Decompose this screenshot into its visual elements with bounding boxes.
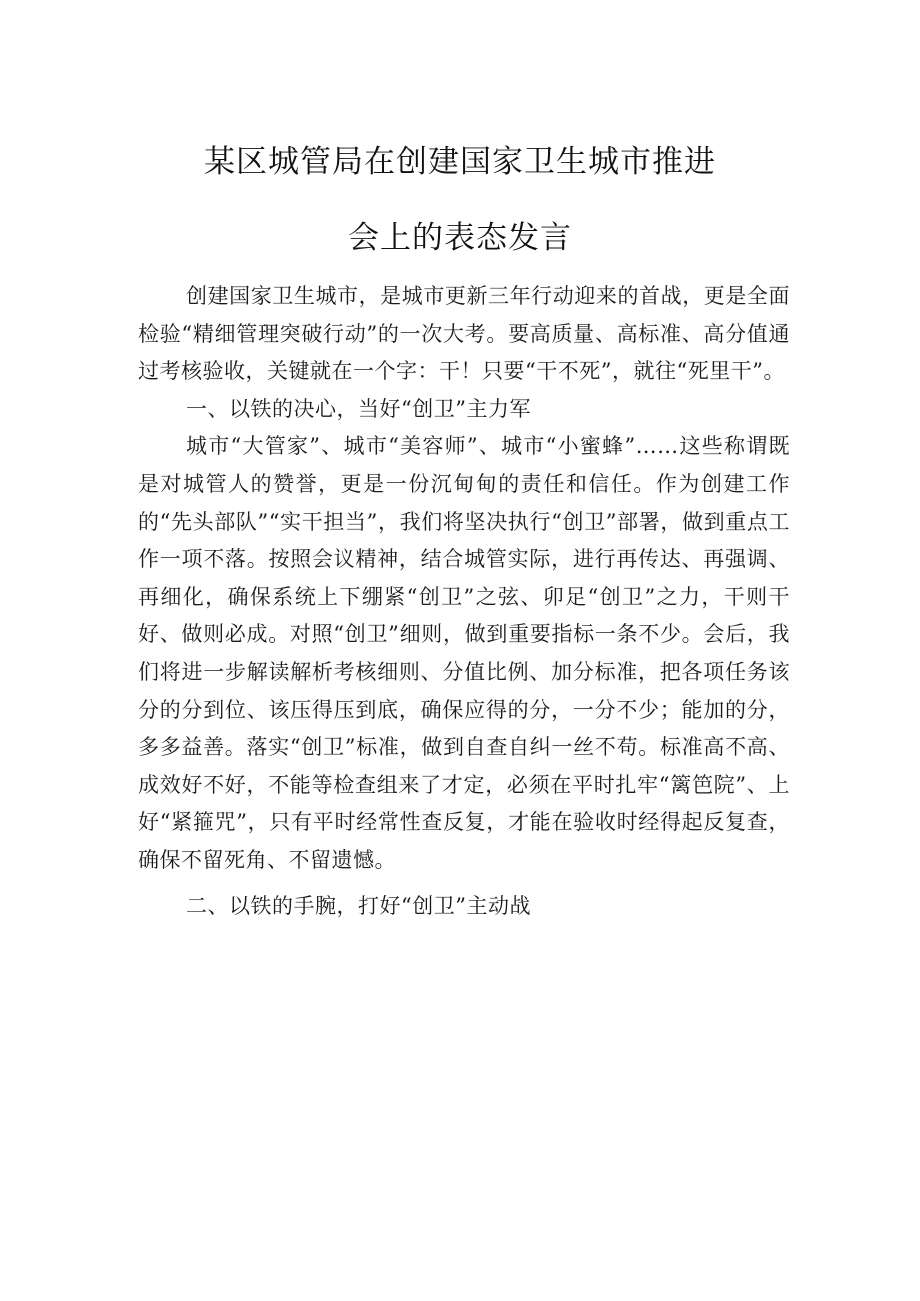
section-heading-2: 二、以铁的手腕，打好“创卫”主动战	[186, 893, 531, 918]
section-1-paragraph: 城市“大管家”、城市“美容师”、城市“小蜜蜂”……这些称谓既是对城管人的赞誉，更是一份沉甸甸的责任和信任。作为创建工作的“先头部队”“实干担当”，我们将坚决执行“创卫”部署，做到重点工作一项不落。按照会议精神，结合城管实际，进行再传达、再强调、再细化，确保系统上下绷紧“创卫”之弦、卯足“创卫”之力，干则干好、做则必成。对照“创卫”细则，做到重要指标一条不少。会后，我们将进一步解读解析考核细则、分值比例、加分标准，把各项任务该分的分到位、该压得压到底，确保应得的分，一分不少；能加的分，多多益善。落实“创卫”标准，做到自查自纠一丝不苟。标准高不高、成效好不好，不能等检查组来了才定，必须在平时扎牢“篱笆院”、上好“紧箍咒”，只有平时经常性查反复，才能在验收时经得起反复查，确保不留死角、不留遗憾。	[138, 434, 790, 872]
document-title-line-2: 会上的表态发言	[348, 220, 572, 256]
section-heading-1: 一、以铁的决心，当好“创卫”主力军	[186, 396, 531, 421]
intro-paragraph: 创建国家卫生城市，是城市更新三年行动迎来的首战，更是全面检验“精细管理突破行动”的一次大考。要高质量、高标准、高分值通过考核验收，关键就在一个字：干！只要“干不死”，就往“死里干”。	[138, 284, 790, 384]
document-body	[138, 278, 790, 925]
document-title-line-1: 某区城管局在创建国家卫生城市推进	[204, 144, 716, 180]
